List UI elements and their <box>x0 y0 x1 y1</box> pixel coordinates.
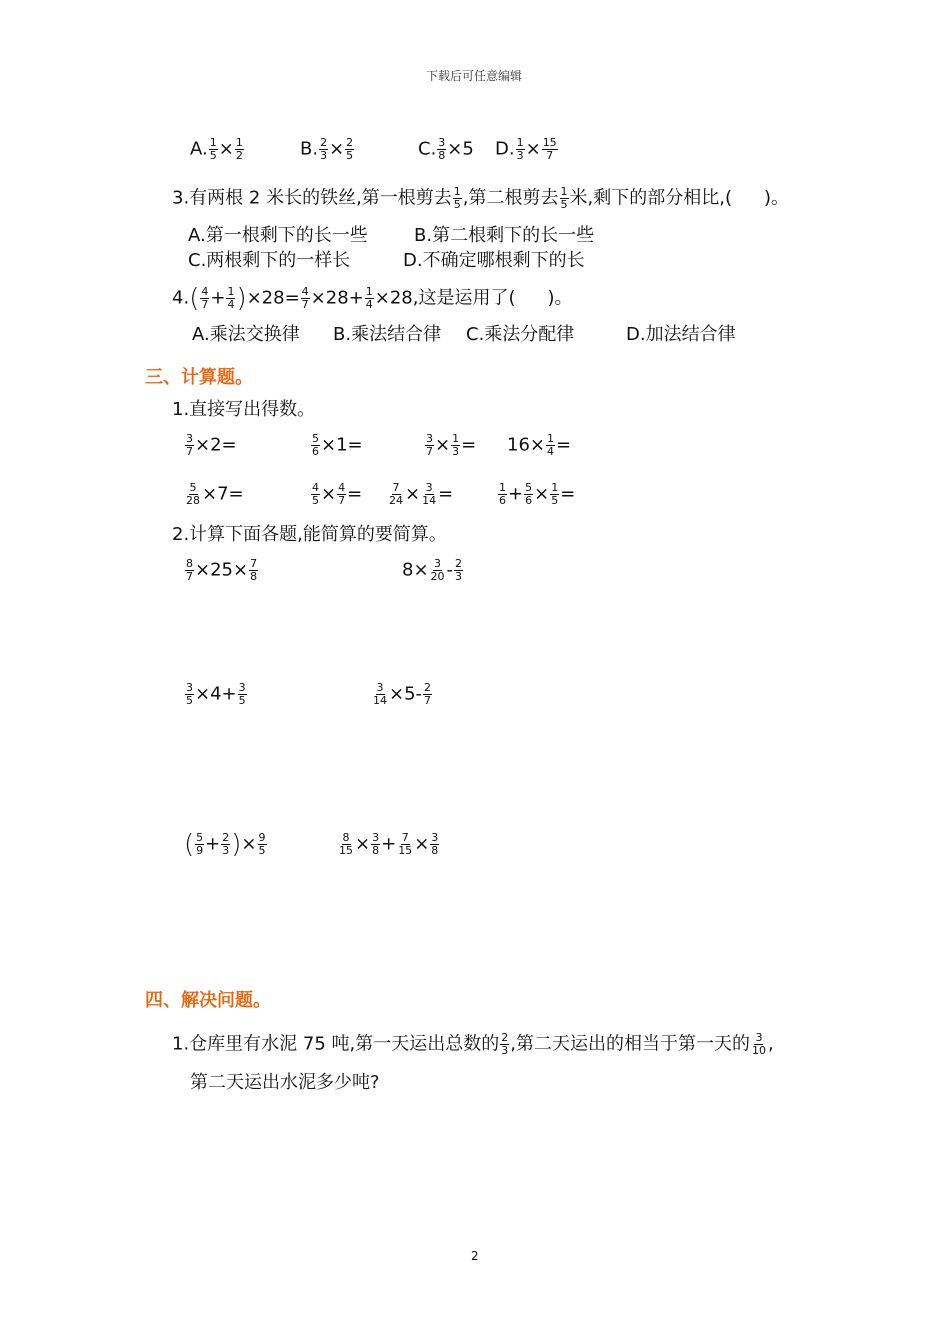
fraction: $\frac{3}{14}$ <box>422 481 437 507</box>
part-1-title: 1.直接写出得数。 <box>172 399 316 420</box>
fraction: $\frac{3}{5}$ <box>186 681 193 707</box>
fraction: $\frac{8}{15}$ <box>339 831 353 857</box>
fraction: $\frac{7}{8}$ <box>250 557 258 583</box>
fraction: $\frac{3}{8}$ <box>372 831 380 857</box>
fraction: $\frac{8}{7}$ <box>186 557 193 583</box>
direct-expr-4: 16× $\frac{1}{4}$ = <box>507 432 572 458</box>
fraction: $\frac{5}{6}$ <box>525 481 533 507</box>
fraction: $\frac{5}{9}$ <box>196 831 204 857</box>
page-header: 下载后可任意编辑 <box>426 69 523 83</box>
q2-option-b: B. $\frac{2}{3}$ × $\frac{2}{5}$ <box>300 136 354 162</box>
fraction: $\frac{3}{5}$ <box>238 681 246 707</box>
q2-option-d: D. $\frac{1}{3}$ × $\frac{15}{7}$ <box>495 136 557 162</box>
fraction: $\frac{2}{5}$ <box>346 136 354 162</box>
compute-expr-4: $\frac{3}{14}$ ×5- $\frac{2}{7}$ <box>373 681 432 707</box>
section-3-title: 三、计算题。 <box>145 367 253 388</box>
fraction: $\frac{1}{6}$ <box>499 481 506 507</box>
direct-expr-7: $\frac{7}{24}$ × $\frac{3}{14}$ = <box>389 481 454 507</box>
fraction: $\frac{7}{15}$ <box>398 831 413 857</box>
compute-expr-2: 8× $\frac{3}{20}$ - $\frac{2}{3}$ <box>402 557 463 583</box>
fraction: $\frac{3}{10}$ <box>751 1031 766 1057</box>
fraction: $\frac{1}{5}$ <box>551 481 559 507</box>
fraction: $\frac{1}{5}$ <box>560 185 568 211</box>
fraction: $\frac{1}{4}$ <box>547 432 554 458</box>
direct-expr-1: $\frac{3}{7}$ ×2= <box>186 432 237 458</box>
fraction: $\frac{3}{7}$ <box>426 432 433 458</box>
direct-expr-2: $\frac{5}{6}$ ×1= <box>312 432 363 458</box>
q4-stem: 4.( $\frac{4}{7}$ + $\frac{1}{4}$ )×28= $\frac{4}{7}$ ×28+ $\frac{1}{4}$ ×28,这是运用了( )。 <box>172 283 573 314</box>
q3-option-d: D.不确定哪根剩下的长 <box>403 250 585 271</box>
section-4-title: 四、解决问题。 <box>145 990 271 1011</box>
q4-option-b: B.乘法结合律 <box>333 324 442 345</box>
q3-stem: 3.有两根 2 米长的铁丝,第一根剪去 $\frac{1}{5}$ ,第二根剪去 $\frac{1}{5}$ 米,剩下的部分相比,( )。 <box>172 185 790 211</box>
direct-expr-3: $\frac{3}{7}$ × $\frac{1}{3}$ = <box>426 432 477 458</box>
direct-expr-5: $\frac{5}{28}$ ×7= <box>186 481 244 507</box>
fraction: $\frac{2}{7}$ <box>424 681 432 707</box>
fraction: $\frac{7}{24}$ <box>389 481 403 507</box>
problem-1-line-2: 第二天运出水泥多少吨? <box>190 1072 380 1093</box>
fraction: $\frac{1}{3}$ <box>516 136 524 162</box>
fraction: $\frac{3}{8}$ <box>438 136 446 162</box>
q4-option-d: D.加法结合律 <box>626 324 736 345</box>
q3-option-a: A.第一根剩下的长一些 <box>188 225 368 246</box>
fraction: $\frac{1}{4}$ <box>365 285 373 311</box>
fraction: $\frac{2}{3}$ <box>222 831 230 857</box>
fraction: $\frac{2}{3}$ <box>501 1031 509 1057</box>
compute-expr-5: ( $\frac{5}{9}$ + $\frac{2}{3}$ )× $\frac{9}{5}$ <box>184 829 266 860</box>
compute-expr-1: $\frac{8}{7}$ ×25× $\frac{7}{8}$ <box>186 557 258 583</box>
fraction: $\frac{15}{7}$ <box>542 136 557 162</box>
q4-option-c: C.乘法分配律 <box>466 324 575 345</box>
fraction: $\frac{2}{3}$ <box>455 557 463 583</box>
problem-1-line-1: 1.仓库里有水泥 75 吨,第一天运出总数的 $\frac{2}{3}$ ,第二天运出的相当于第一天的 $\frac{3}{10}$ , <box>172 1031 774 1057</box>
q3-option-b: B.第二根剩下的长一些 <box>414 225 595 246</box>
q2-option-a: A. $\frac{1}{5}$ × $\frac{1}{2}$ <box>190 136 243 162</box>
page-number: 2 <box>471 1249 479 1263</box>
fraction: $\frac{3}{8}$ <box>431 831 439 857</box>
q3-option-c: C.两根剩下的一样长 <box>188 250 351 271</box>
fraction: $\frac{1}{3}$ <box>452 432 460 458</box>
compute-expr-6: $\frac{8}{15}$ × $\frac{3}{8}$ + $\frac{7}{15}$ × $\frac{3}{8}$ <box>339 831 439 857</box>
fraction: $\frac{3}{20}$ <box>430 557 445 583</box>
fraction: $\frac{4}{5}$ <box>312 481 319 507</box>
fraction: $\frac{4}{7}$ <box>201 285 209 311</box>
fraction: $\frac{5}{28}$ <box>186 481 200 507</box>
q4-option-a: A.乘法交换律 <box>192 324 300 345</box>
direct-expr-6: $\frac{4}{5}$ × $\frac{4}{7}$ = <box>312 481 363 507</box>
fraction: $\frac{2}{3}$ <box>320 136 328 162</box>
fraction: $\frac{9}{5}$ <box>258 831 266 857</box>
fraction: $\frac{1}{5}$ <box>453 185 461 211</box>
fraction: $\frac{4}{7}$ <box>301 285 309 311</box>
fraction: $\frac{1}{2}$ <box>235 136 243 162</box>
compute-expr-3: $\frac{3}{5}$ ×4+ $\frac{3}{5}$ <box>186 681 246 707</box>
fraction: $\frac{4}{7}$ <box>338 481 346 507</box>
part-2-title: 2.计算下面各题,能简算的要简算。 <box>172 524 447 545</box>
q2-option-c: C. $\frac{3}{8}$ ×5 <box>418 136 474 162</box>
fraction: $\frac{1}{4}$ <box>227 285 235 311</box>
fraction: $\frac{3}{14}$ <box>373 681 387 707</box>
fraction: $\frac{1}{5}$ <box>209 136 217 162</box>
fraction: $\frac{3}{7}$ <box>186 432 193 458</box>
fraction: $\frac{5}{6}$ <box>312 432 319 458</box>
direct-expr-8: $\frac{1}{6}$ + $\frac{5}{6}$ × $\frac{1}{5}$ = <box>499 481 576 507</box>
